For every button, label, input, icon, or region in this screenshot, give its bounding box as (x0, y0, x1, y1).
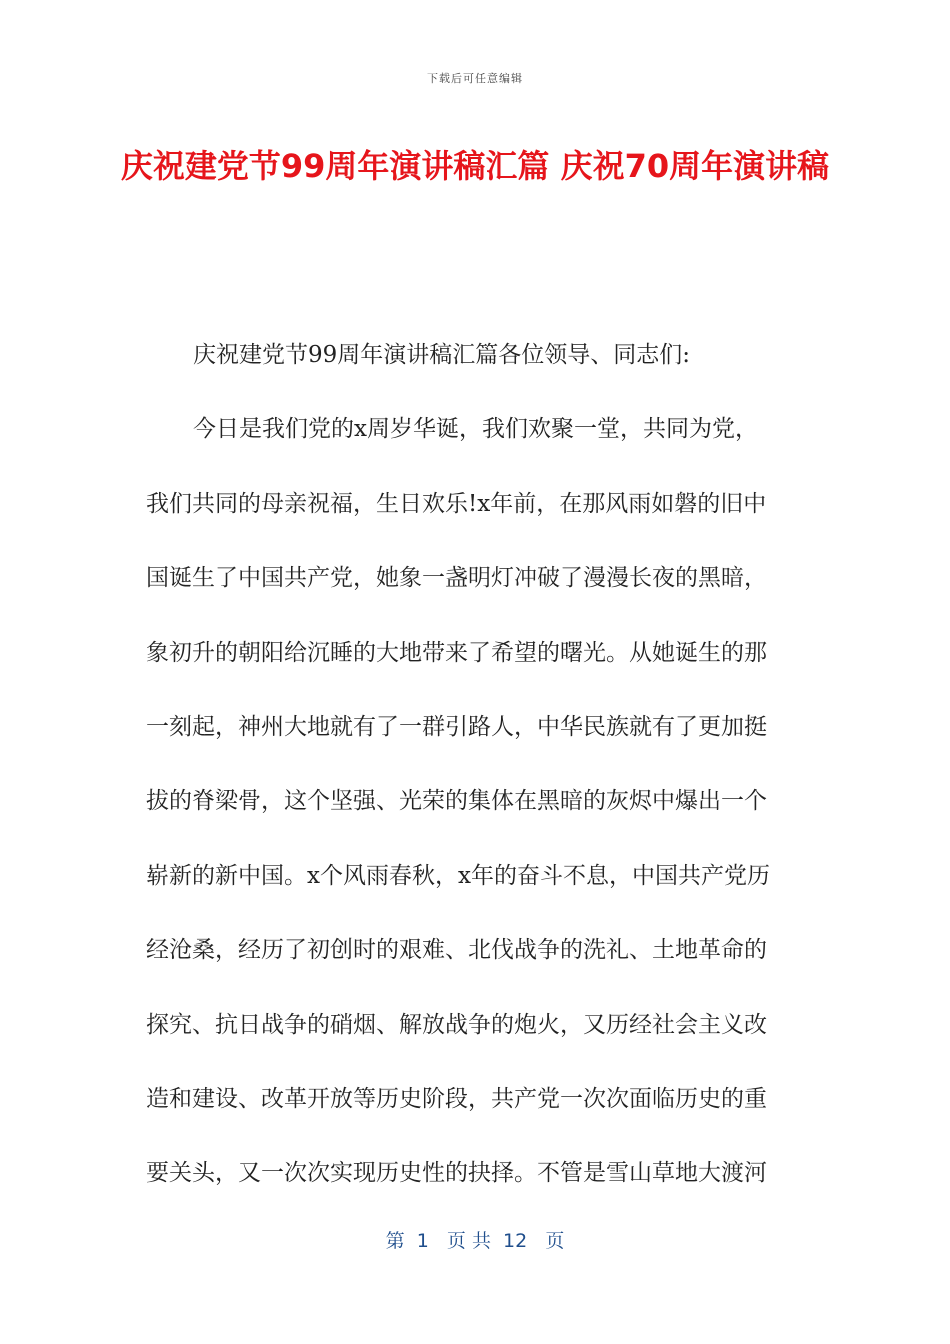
paragraph-line: 经沧桑，经历了初创时的艰难、北伐战争的洗礼、土地革命的 (146, 937, 767, 964)
paragraph-line: 国诞生了中国共产党，她象一盏明灯冲破了漫漫长夜的黑暗， (146, 565, 767, 592)
paragraph-line: 庆祝建党节99周年演讲稿汇篇各位领导、同志们: (193, 342, 691, 368)
paragraph-line: 我们共同的母亲祝福，生日欢乐!x年前，在那风雨如磐的旧中 (146, 490, 767, 517)
paragraph-line: 要关头，又一次次实现历史性的抉择。不管是雪山草地大渡河 (146, 1160, 767, 1187)
page-number-footer: 第 1 页 共 12 页 (385, 1230, 565, 1252)
paragraph-line: 一刻起，神州大地就有了一群引路人，中华民族就有了更加挺 (146, 713, 767, 740)
paragraph-line: 今日是我们党的x周岁华诞，我们欢聚一堂，共同为党， (193, 416, 758, 443)
paragraph-line: 造和建设、改革开放等历史阶段，共产党一次次面临历史的重 (146, 1085, 767, 1112)
document-body (146, 318, 798, 1211)
header-note: 下载后可任意编辑 (427, 72, 523, 85)
paragraph-line: 象初升的朝阳给沉睡的大地带来了希望的曙光。从她诞生的那 (146, 639, 767, 666)
paragraph-line: 拔的脊梁骨，这个坚强、光荣的集体在黑暗的灰烬中爆出一个 (146, 788, 767, 815)
paragraph-line: 探究、抗日战争的硝烟、解放战争的炮火，又历经社会主义改 (146, 1011, 767, 1038)
paragraph-line: 崭新的新中国。x个风雨春秋，x年的奋斗不息，中国共产党历 (146, 862, 770, 889)
document-title: 庆祝建党节99周年演讲稿汇篇 庆祝70周年演讲稿 (120, 147, 830, 185)
